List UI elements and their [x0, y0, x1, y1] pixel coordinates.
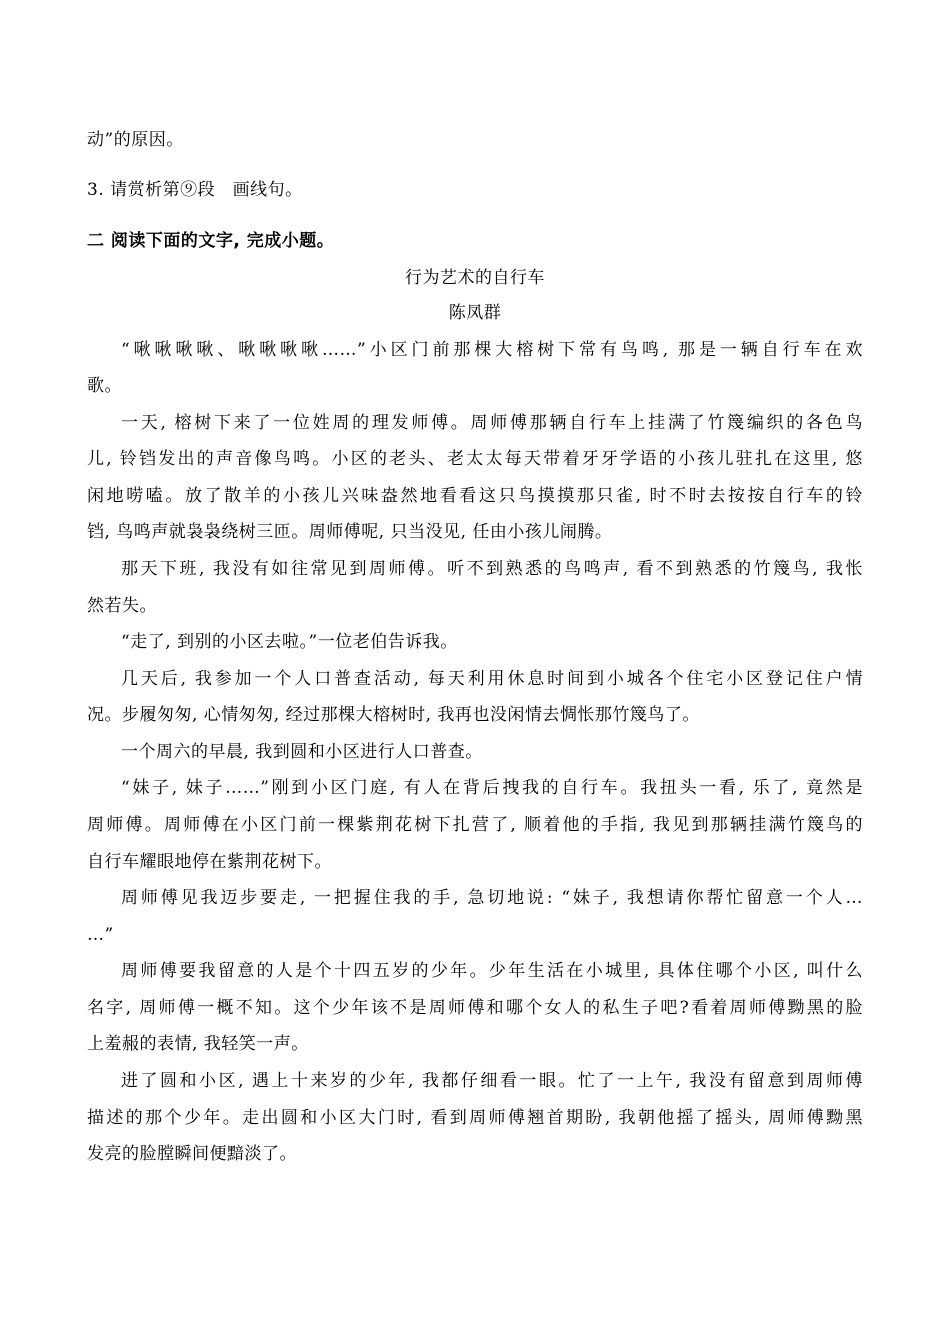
article-line: 闲地唠嗑。放了散羊的小孩儿兴味盎然地看看这只鸟摸摸那只雀, 时不时去按按自行车的铃: [87, 486, 863, 506]
article-line: 上羞赧的表情, 我轻笑一声。: [87, 1034, 309, 1054]
article-line: …”: [87, 925, 114, 945]
article-line: 周师傅见我迈步要走, 一把握住我的手, 急切地说: “妹子, 我想请你帮忙留意一个人…: [121, 888, 863, 908]
article-line: 一个周六的早晨, 我到圆和小区进行人口普查。: [121, 742, 483, 762]
article-line: “走了, 到别的小区去啦。”一位老伯告诉我。: [121, 632, 458, 652]
article-line: 儿, 铃铛发出的声音像鸟鸣。小区的老头、老太太每天带着牙牙学语的小孩儿驻扎在这里, 悠: [87, 449, 863, 469]
article-line: 自行车耀眼地停在紫荆花树下。: [87, 852, 332, 872]
article-line: 歌。: [87, 376, 122, 396]
article-line: 那天下班, 我没有如往常见到周师傅。听不到熟悉的鸟鸣声, 看不到熟悉的竹篾鸟, 我怅: [121, 559, 863, 579]
article-line: 周师傅要我留意的人是个十四五岁的少年。少年生活在小城里, 具体住哪个小区, 叫什么: [121, 961, 863, 981]
section-2-heading: 二 阅读下面的文字, 完成小题。: [87, 231, 335, 251]
article-title: 行为艺术的自行车: [405, 268, 545, 288]
article-author: 陈凤群: [448, 303, 502, 323]
article-line: 周师傅。周师傅在小区门前一棵紫荆花树下扎营了, 顺着他的手指, 我见到那辆挂满竹篾鸟的: [87, 815, 863, 835]
article-line: 几天后, 我参加一个人口普查活动, 每天利用休息时间到小城各个住宅小区登记住户情: [121, 669, 863, 689]
article-line: 名字, 周师傅一概不知。这个少年该不是周师傅和哪个女人的私生子吧?看着周师傅黝黑的脸: [87, 998, 863, 1018]
article-line: 铛, 鸟鸣声就袅袅绕树三匝。周师傅呢, 只当没见, 任由小孩儿闹腾。: [87, 522, 613, 542]
article-line: “啾啾啾啾、啾啾啾啾……”小区门前那棵大榕树下常有鸟鸣, 那是一辆自行车在欢: [121, 340, 863, 360]
article-line: 发亮的脸膛瞬间便黯淡了。: [87, 1144, 297, 1164]
article-line: 况。步履匆匆, 心情匆匆, 经过那棵大榕树时, 我再也没闲情去惆怅那竹篾鸟了。: [87, 705, 700, 725]
article-line: 进了圆和小区, 遇上十来岁的少年, 我都仔细看一眼。忙了一上午, 我没有留意到周师傅: [121, 1071, 863, 1091]
article-line: 描述的那个少年。走出圆和小区大门时, 看到周师傅翘首期盼, 我朝他摇了摇头, 周师傅黝黑: [87, 1108, 863, 1128]
article-line: 然若失。: [87, 596, 157, 616]
article-line: 一天, 榕树下来了一位姓周的理发师傅。周师傅那辆自行车上挂满了竹篾编织的各色鸟: [121, 413, 863, 433]
question-3: 3. 请赏析第⑨段 画线句。: [87, 180, 303, 200]
prev-question-tail: 动”的原因。: [87, 130, 184, 150]
article-line: “妹子, 妹子……”刚到小区门庭, 有人在背后拽我的自行车。我扭头一看, 乐了, 竟然是: [121, 778, 863, 798]
